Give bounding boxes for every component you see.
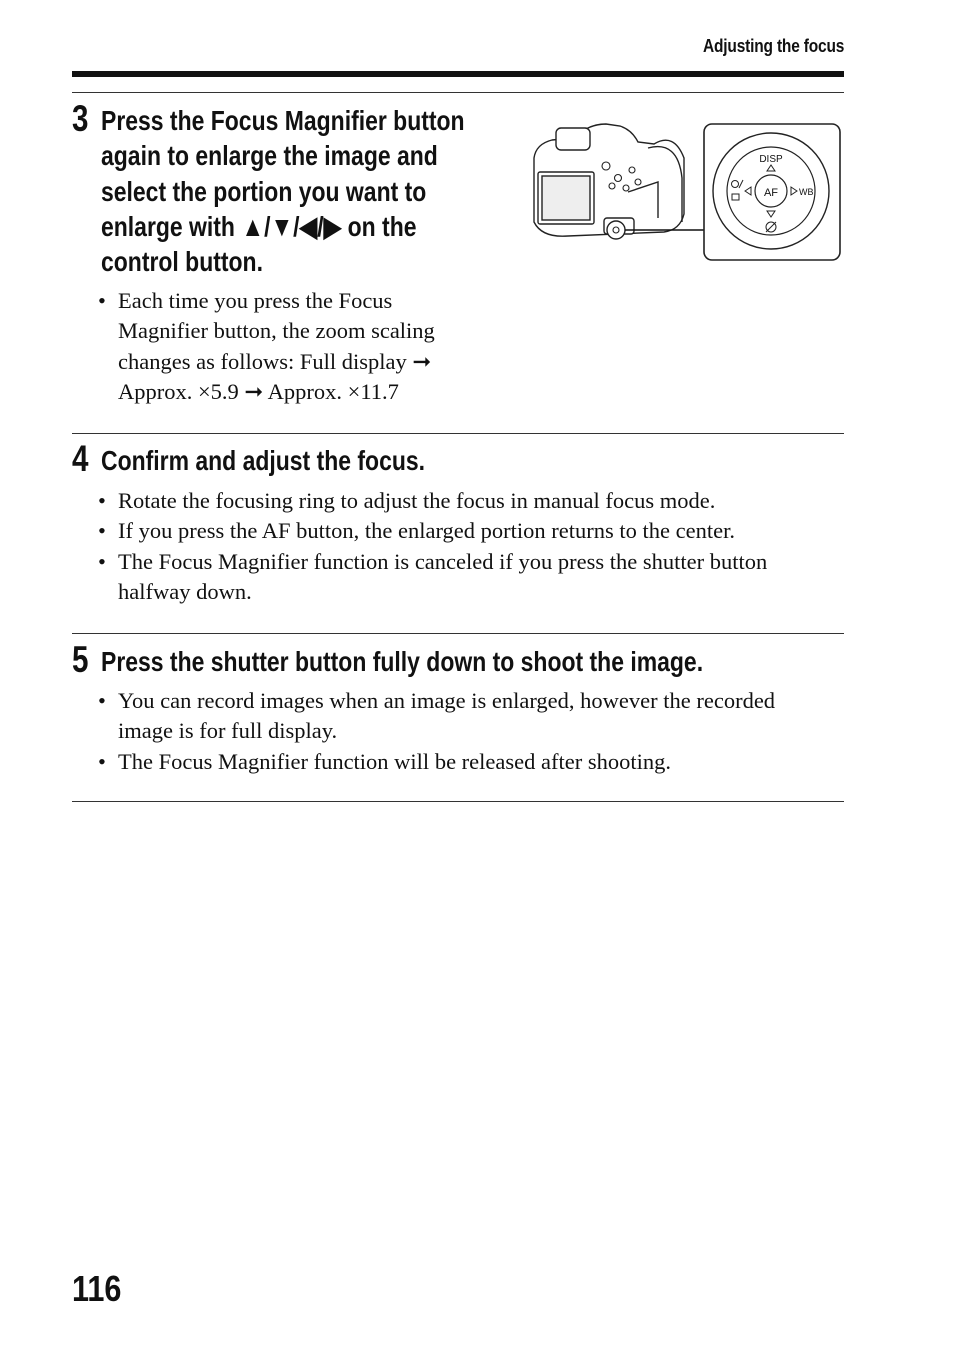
control-dial-icon (713, 133, 829, 249)
list-item (72, 486, 844, 516)
heading-line: select the portion you want to (101, 175, 427, 207)
step-number: 4 (72, 438, 89, 479)
bullet-line: image is for full display. (118, 718, 338, 744)
bullet-dot: • (98, 748, 106, 774)
list-item (72, 547, 844, 608)
heading-line: enlarge with ▲/▼/◀/▶ on the (101, 210, 417, 242)
bullet-dot: • (98, 288, 106, 313)
list-item (72, 516, 844, 546)
bullet-dot: • (98, 488, 106, 513)
dial-label-center: AF (763, 187, 779, 199)
step-heading (101, 644, 835, 679)
bullet-dot: • (98, 688, 106, 713)
bullet-line: Each time you press the Focus (118, 288, 393, 313)
bullet-line: Rotate the focusing ring to adjust the focus in manual focus mode. (118, 488, 716, 513)
bullet-line: Magnifier button, the zoom scaling (118, 318, 435, 344)
bullet-line: The Focus Magnifier function is canceled if you press the shutter button (118, 548, 768, 574)
camera-body-icon (534, 124, 684, 236)
dial-label-top: DISP (759, 154, 783, 165)
heading-line: Confirm and adjust the focus. (101, 445, 426, 476)
bullet-line: If you press the AF button, the enlarged portion returns to the center. (118, 518, 735, 544)
bullet-dot: • (98, 518, 106, 544)
header-rule (72, 71, 844, 77)
heading-line: control button. (101, 246, 263, 278)
list-item (72, 686, 844, 747)
bullet-list (72, 486, 844, 608)
step-number: 3 (72, 98, 89, 139)
bullet-list (72, 286, 492, 408)
list-item (72, 747, 844, 777)
bullet-line: halfway down. (118, 579, 252, 605)
dial-label-right: WB (799, 187, 814, 197)
heading-line: Press the Focus Magnifier button (101, 105, 465, 136)
step-number: 5 (72, 639, 89, 680)
heading-line: again to enlarge the image and (101, 140, 438, 172)
step-heading (101, 103, 544, 279)
bullet-dot: • (98, 548, 106, 574)
bullet-line: The Focus Magnifier function will be released after shooting. (118, 748, 671, 774)
divider (72, 633, 844, 634)
divider (72, 433, 844, 434)
divider (72, 801, 844, 802)
list-item (72, 286, 492, 408)
bullet-line: changes as follows: Full display ➞ (118, 348, 432, 374)
bullet-line: You can record images when an image is enlarged, however the recorded (118, 688, 776, 713)
bullet-list (72, 686, 844, 777)
page-number: 116 (72, 1268, 122, 1309)
camera-illustration (528, 118, 844, 266)
divider (72, 92, 844, 93)
step-heading (101, 443, 496, 478)
heading-line: Press the shutter button fully down to shoot the image. (101, 646, 704, 677)
bullet-line: Approx. ×5.9 ➞ Approx. ×11.7 (118, 379, 399, 405)
section-title: Adjusting the focus (702, 36, 844, 56)
